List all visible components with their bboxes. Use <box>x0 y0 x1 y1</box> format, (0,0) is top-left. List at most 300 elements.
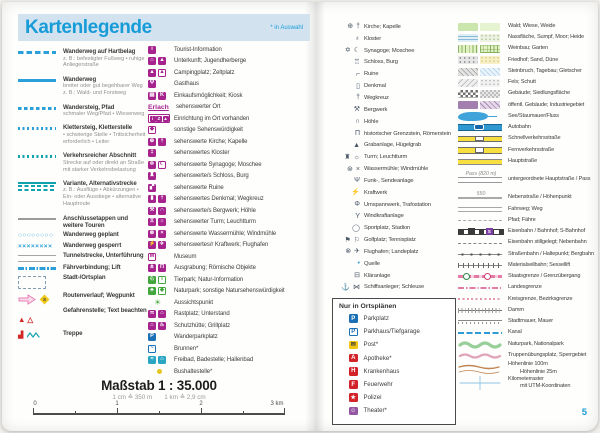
terrain-swatch <box>458 56 504 64</box>
trail-text <box>63 242 121 250</box>
poi-label: sehenswerte/s Schloss, Burg <box>174 173 249 180</box>
terrain-row <box>458 21 598 32</box>
poi-row <box>148 320 312 332</box>
mauer-line-icon <box>458 320 502 324</box>
museum-icon: M <box>149 252 155 259</box>
ortsplan-label: Feuerwehr <box>363 381 393 389</box>
trail-label: Variante, Alternativstrecke <box>63 179 137 187</box>
symbol-label: Schiffsanleger; Schleuse <box>364 284 425 291</box>
symbol-row <box>333 234 458 246</box>
symbol-icon: ♜ <box>344 153 351 161</box>
oeffentl-patch-icon <box>458 101 478 109</box>
unterstand-icon: ⌂ <box>158 310 166 318</box>
trail-row <box>18 104 147 118</box>
kapelle-icon: † <box>158 138 166 146</box>
ortsplan-label: Post* <box>363 341 379 349</box>
polizei-icon: ★ <box>350 395 356 402</box>
terrain-row <box>458 350 598 361</box>
trail-sublabel: z. B.: befestigter Fußweg • ruhige Anliegerstraße <box>63 55 145 69</box>
poi-icons <box>148 69 171 77</box>
pfad-line-icon <box>458 220 502 221</box>
symbol-icon: Ψ <box>354 177 360 185</box>
poi-icons <box>148 264 171 272</box>
poi-row <box>148 263 312 275</box>
terrain-swatch <box>458 191 504 198</box>
moschee-icon: ☾ <box>159 160 165 167</box>
ortsplan-heading: Nur in Ortsplänen <box>339 303 397 310</box>
poi-label: sehenswerte Wassermühle; Windmühle <box>174 230 277 237</box>
ortsplan-list <box>339 312 455 418</box>
ortsplan-label: Krankenhaus <box>363 367 400 375</box>
poi-row <box>148 251 312 263</box>
terrain-swatch <box>458 263 504 268</box>
town-name-sample: Erlach <box>148 103 169 111</box>
scale-block <box>10 378 308 418</box>
symbol-icon: ♖ <box>353 58 360 66</box>
kirche-icon: ⊕ <box>149 137 155 144</box>
trail-text <box>63 215 147 229</box>
poi-icons <box>148 287 171 295</box>
poi-row <box>148 148 312 160</box>
symbol-icons <box>333 177 360 184</box>
symbol-icons <box>333 94 360 101</box>
synagoge-icon: ✡ <box>149 160 155 167</box>
symbol-row <box>333 80 458 92</box>
trail-label: Wanderweg <box>63 75 97 83</box>
kraftwerk-icon: ⚡ <box>148 241 156 248</box>
stairs-icon: ▟ <box>18 331 24 339</box>
terrain-label-line: Fels; Schutt <box>508 79 536 86</box>
see-patch-icon <box>458 112 488 121</box>
industrie-patch-icon <box>480 101 500 109</box>
zeltplatz-icon: ▲ <box>159 68 165 75</box>
symbol-row <box>333 282 458 294</box>
tierpark-icon: ♘ <box>149 275 155 282</box>
trail-line-swatch <box>18 180 63 208</box>
poi-label: Einrichtung im Ort vorhanden <box>174 115 250 122</box>
poi-label: Campingplatz; Zeltplatz <box>174 69 235 76</box>
trail-text <box>63 104 144 118</box>
sumpf-patch-icon <box>458 34 478 42</box>
ortsplan-label: Parkhaus/Tiefgarage <box>363 328 420 336</box>
sperrgebiet-wave-icon <box>458 352 502 360</box>
symbol-icons <box>333 272 360 279</box>
terrain-label <box>508 341 564 348</box>
poi-icons <box>148 195 171 203</box>
symbol-icon: ⊛ <box>347 165 353 173</box>
poi-row <box>148 228 312 240</box>
neben-line-icon <box>458 197 502 198</box>
trail-line-icon <box>18 127 56 130</box>
terrain-label <box>508 239 587 246</box>
trail-text <box>63 124 147 145</box>
terrain-row <box>458 294 598 305</box>
symbol-icon: ⊟ <box>354 272 360 280</box>
naturpark-wave-icon <box>458 340 502 349</box>
trail-line-swatch <box>18 242 63 250</box>
terrain-label-line2: mit UTM-Koordinaten <box>520 383 571 390</box>
terrain-swatch <box>458 45 504 53</box>
terrain-label <box>508 90 570 97</box>
danger-triangles-icon: ▲△ <box>18 315 36 325</box>
terrain-row <box>458 111 598 122</box>
poi-row <box>148 171 312 183</box>
trail-row <box>18 242 147 250</box>
haupt-line-icon <box>458 159 502 165</box>
poi-icons <box>148 310 171 318</box>
utm-grid-icon <box>458 376 502 390</box>
symbol-label: Kläranlage <box>364 272 391 279</box>
bergwerk-icon: ⚒ <box>149 206 155 213</box>
border-crossing-icon <box>484 273 491 280</box>
page-title: Kartenlegende <box>25 16 152 38</box>
poi-label: Unterkunft; Jugendherberge <box>174 58 247 65</box>
symbol-icons <box>333 154 360 161</box>
gasthaus-icon: Ψ <box>149 80 155 87</box>
symbol-list <box>333 21 458 293</box>
ortsplan-row <box>339 312 455 325</box>
poi-label: sehenswertes/r Kraftwerk; Flughafen <box>174 242 269 249</box>
town-facilities-group-icon <box>148 114 170 123</box>
grillplatz-icon: ♨ <box>159 321 165 328</box>
tourist-information-icon: i <box>148 46 156 54</box>
route-swatch <box>18 294 63 305</box>
terrain-swatch <box>458 332 504 334</box>
landesgrenze-line-icon <box>458 287 502 289</box>
terrain-label-line: Eisenbahn / Bahnhof; S-Bahnhof <box>508 228 585 235</box>
heide-patch-icon <box>480 34 500 42</box>
terrain-row <box>458 204 598 215</box>
symbol-label: Kraftwerk <box>364 189 388 196</box>
poi-icons <box>148 172 171 180</box>
symbol-row <box>333 68 458 80</box>
ortsplan-label: Apotheke* <box>363 354 392 362</box>
terrain-label-line: Autobahn <box>508 124 531 131</box>
symbol-icons <box>333 71 360 78</box>
feuerwehr-icon: F <box>349 380 358 389</box>
ortsplan-label: Polizei <box>363 394 382 402</box>
symbol-label: Wassermühle; Windmühle <box>364 166 429 173</box>
poi-label: Tourist-Information <box>174 46 222 53</box>
ortsplan-row <box>339 391 455 404</box>
symbol-icon: Y <box>355 212 360 220</box>
poi-row <box>148 274 312 286</box>
terrain-row <box>458 328 598 339</box>
poi-row <box>148 297 312 309</box>
scale-tick-label: 1 <box>115 401 119 407</box>
trail-line-swatch <box>18 274 63 289</box>
trail-row <box>18 124 147 145</box>
terrain-label <box>508 307 524 314</box>
terrain-label <box>508 284 542 291</box>
symbol-label: Quelle <box>364 260 380 267</box>
bahn-line-icon <box>458 229 504 235</box>
theater-icon: ☺ <box>350 407 357 414</box>
symbol-row <box>333 163 458 175</box>
poi-icons <box>148 138 171 146</box>
poi-label: Bushaltestelle* <box>174 368 213 375</box>
ortsplan-row <box>339 378 455 391</box>
trail-sublabel: schmaler Weg/Pfad • Wiesenweg <box>63 111 145 117</box>
terrain-label-line: öffentl. Gebäude; Industriegebiet <box>508 101 585 108</box>
terrain-swatch <box>458 159 504 165</box>
symbol-icon: ☼ <box>353 153 360 161</box>
symbol-icons <box>333 142 360 149</box>
symbol-row <box>333 139 458 151</box>
damm-line-icon <box>458 308 502 313</box>
trail-label: Wandersteig, Pfad <box>63 103 115 111</box>
poi-label: Ausgrabung; Römische Objekte <box>174 265 256 272</box>
symbol-label: Golfplatz; Tennisplatz <box>364 237 416 244</box>
terrain-label-line: Materialseilbahn; Sessellift <box>508 261 571 268</box>
symbol-icons <box>333 47 360 54</box>
swatch-annotation: Pass (820 m) <box>465 170 497 177</box>
terrain-label <box>508 113 559 120</box>
trail-row <box>18 231 147 239</box>
element <box>18 189 56 191</box>
symbol-icons <box>333 213 360 220</box>
trail-line-swatch <box>18 252 63 262</box>
unterkunft-icon: ⌂ <box>148 57 156 65</box>
terrain-label <box>508 251 594 258</box>
poi-icons <box>148 114 171 123</box>
terrain-swatch <box>458 229 504 235</box>
symbol-icon: ✡ <box>344 47 351 55</box>
ortsplan-row <box>339 404 455 417</box>
ausgrabung-icon: ⋔ <box>149 264 155 271</box>
symbol-label: Funk-, Sendeanlage <box>364 177 414 184</box>
terrain-row <box>458 77 598 88</box>
terrain-swatch <box>458 363 504 375</box>
poi-icons <box>148 57 171 65</box>
terrain-label <box>508 296 573 303</box>
terrain-row <box>458 339 598 350</box>
poi-icons <box>148 241 171 249</box>
ortsplan-row <box>339 338 455 351</box>
terrain-swatch <box>458 252 504 257</box>
terrain-label-line2: Höhenlinie 25m <box>520 368 557 375</box>
symbol-icon: ✈ <box>354 248 360 256</box>
symbol-icons <box>333 189 360 196</box>
poi-label: Tierpark; Natur-Information <box>174 276 244 283</box>
waypoint-glyph: S <box>42 296 47 302</box>
poi-label: Brunnen* <box>174 345 199 352</box>
wanderparkplatz-icon: P <box>148 333 156 341</box>
terrain-row <box>458 122 598 133</box>
terrain-label <box>508 194 572 201</box>
poi-label: sehenswerte Synagoge; Moschee <box>174 161 262 168</box>
scale-tick-label: 3 km <box>270 401 284 407</box>
viewpoint-icon: ☀ <box>154 297 162 307</box>
trail-line-icon <box>18 218 56 220</box>
terrain-label <box>508 217 536 224</box>
bus-stop-icon <box>157 369 162 374</box>
terrain-swatch <box>458 287 504 289</box>
terrain-swatch <box>458 147 504 154</box>
trail-sublabel: breiter oder gut begehbarer Weg z. B.: Wald- und Forstweg <box>63 83 143 97</box>
symbol-icons <box>333 130 360 137</box>
symbol-label: Grabanlage, Hügelgrab <box>364 142 422 149</box>
symbol-icons <box>333 23 360 30</box>
trail-sublabel: z. B.: Ausflüge • Abkürzungen • Ein- oder Ausstiege • alternative Hauptroute <box>63 187 142 208</box>
mini-icon: ▲ <box>163 116 168 122</box>
poi-row <box>148 125 312 137</box>
scale-tick-label: 2 <box>199 401 203 407</box>
poi-icons <box>148 184 171 192</box>
terrain-label <box>508 23 555 30</box>
trail-text <box>63 274 106 289</box>
schnell-line-icon <box>458 136 502 143</box>
contour-lines-icon <box>458 363 502 375</box>
garten-patch-icon <box>480 45 500 53</box>
poi-row <box>148 67 312 79</box>
symbol-label: Sportplatz, Stadion <box>364 225 411 232</box>
terrain-swatch <box>458 352 504 360</box>
trail-line-icon <box>18 79 56 82</box>
poi-row <box>148 309 312 321</box>
terrain-label-line: Staatsgrenze / Grenzübergang <box>508 273 581 280</box>
poi-row <box>148 159 312 171</box>
terrain-swatch <box>458 320 504 324</box>
symbol-row <box>333 222 458 234</box>
trail-line-icon <box>18 255 56 262</box>
bahnalt-line-icon <box>458 243 502 244</box>
ortsplan-row <box>339 365 455 378</box>
terrain-row <box>458 283 598 294</box>
poi-label: Wanderparkplatz <box>174 334 218 341</box>
poi-icons <box>148 46 171 54</box>
symbol-icon: × <box>355 165 360 173</box>
trail-text <box>63 292 135 305</box>
mini-icon: i <box>150 116 156 122</box>
symbol-label: Windkraftanlage <box>364 213 404 220</box>
terrain-row <box>458 305 598 316</box>
einkauf-icon: ▤ <box>149 91 155 98</box>
gebaeude-patch-icon <box>458 90 478 98</box>
terrain-label-line: Landesgrenze <box>508 284 542 291</box>
poi-row <box>148 240 312 252</box>
poi-row <box>148 136 312 148</box>
scale-tick-label: 0 <box>33 401 37 407</box>
trail-line-swatch <box>18 215 63 229</box>
symbol-icon: • <box>357 260 360 268</box>
terrain-label-line: Höhenlinie 100m <box>508 361 548 368</box>
trail-text <box>63 307 147 327</box>
symbol-row <box>333 45 458 57</box>
wassermuehle-icon: ⊛ <box>149 229 155 236</box>
kanal-line-icon <box>458 332 502 334</box>
trail-text <box>63 330 82 339</box>
terrain-row <box>458 215 598 226</box>
poi-icons <box>148 92 171 100</box>
symbol-row <box>333 175 458 187</box>
trail-line-icon <box>18 107 56 110</box>
poi-label: sehenswerte/s Bergwerk; Höhle <box>174 207 256 214</box>
ruine-icon: ▞ <box>149 183 155 190</box>
poi-icons <box>148 207 171 215</box>
symbol-icon: ⊕ <box>347 23 354 31</box>
symbol-icons <box>333 59 360 66</box>
seilbahn-line-icon <box>458 263 502 268</box>
poi-row <box>148 286 312 298</box>
poi-icons <box>148 345 171 353</box>
terrain-swatch <box>458 112 504 121</box>
trail-row <box>18 307 147 327</box>
terrain-row <box>458 66 598 77</box>
terrain-swatch <box>458 68 504 76</box>
trail-label: Anschlussetappen und weitere Touren <box>63 214 129 229</box>
post-icon: ✉ <box>350 342 356 349</box>
trail-line-swatch <box>18 264 63 271</box>
terrain-label-line: Naturpark, Nationalpark <box>508 340 564 347</box>
schutt-patch-icon <box>480 79 500 87</box>
border-crossing-icon <box>463 273 470 280</box>
poi-label: sehenswertes Denkmal; Wegkreuz <box>174 196 264 203</box>
poi-icons <box>148 126 171 134</box>
schutzhuette-icon: ⌂ <box>148 322 156 330</box>
terrain-label <box>508 45 548 52</box>
symbol-icons <box>333 201 360 208</box>
terrain-swatch <box>458 170 504 183</box>
gletscher-patch-icon <box>480 68 500 76</box>
swatch-annotation: 550 <box>476 191 486 198</box>
scale-title: Maßstab 1 : 35.000 <box>101 378 217 393</box>
poi-label: Schutzhütte; Grillplatz <box>174 322 231 329</box>
symbol-row <box>333 211 458 223</box>
trail-label: Wanderweg gesperrt <box>63 241 122 249</box>
symbol-icon: ▯ <box>356 82 360 90</box>
poi-icons <box>148 230 171 238</box>
trail-row <box>18 48 147 69</box>
terrain-label-line: Weinbau; Garten <box>508 45 548 52</box>
wegkreuz-icon: † <box>158 195 166 203</box>
trail-sublabel: Strecke auf oder direkt an Straße mit starker Verkehrsbelastung <box>63 159 145 173</box>
poi-row <box>148 332 312 344</box>
terrain-row <box>458 193 598 204</box>
symbol-icons <box>333 248 360 255</box>
poi-icons <box>148 104 173 111</box>
terrain-label <box>508 206 542 213</box>
trail-label: Gefahrenstelle; Text beachten <box>63 307 147 315</box>
terrain-label-line: Gebäude; Siedlungsfläche <box>508 90 571 97</box>
terrain-label-line: Kanal <box>508 329 522 336</box>
trail-line-swatch <box>18 124 63 145</box>
symbol-label: Schloss, Burg <box>364 59 398 66</box>
symbol-icon: ⚐ <box>353 236 360 244</box>
station-icon <box>468 228 475 235</box>
terrain-row <box>458 100 598 111</box>
trail-label: Wanderweg geplant <box>63 231 119 239</box>
variant-lines-icon <box>18 182 63 191</box>
terrain-swatch <box>458 34 504 42</box>
symbol-icons <box>333 118 360 125</box>
symbol-label: Ruine <box>364 71 379 78</box>
trail-row <box>18 152 147 173</box>
kreisgrenze-line-icon <box>458 298 502 300</box>
apotheke-icon: A <box>349 354 358 363</box>
passroad-line-icon <box>458 177 502 183</box>
symbol-icon: ♁ <box>354 35 360 43</box>
ortsplan-label: Theater* <box>363 407 387 415</box>
symbol-icon: ☾ <box>353 47 360 55</box>
symbol-row <box>333 33 458 45</box>
leuchtturm-icon: ☼ <box>159 218 165 225</box>
schloss-burg-icon: ♜ <box>149 172 155 179</box>
terrain-label-line: Eisenbahn stillgelegt; Nebenbahn <box>508 239 587 246</box>
terrain-label-line: Kreisgrenze, Bezirksgrenze <box>508 295 573 302</box>
poi-label: sehenswerter Turm; Leuchtturm <box>174 219 256 226</box>
terrain-label-line: Wald; Wiese, Weide <box>508 22 556 29</box>
